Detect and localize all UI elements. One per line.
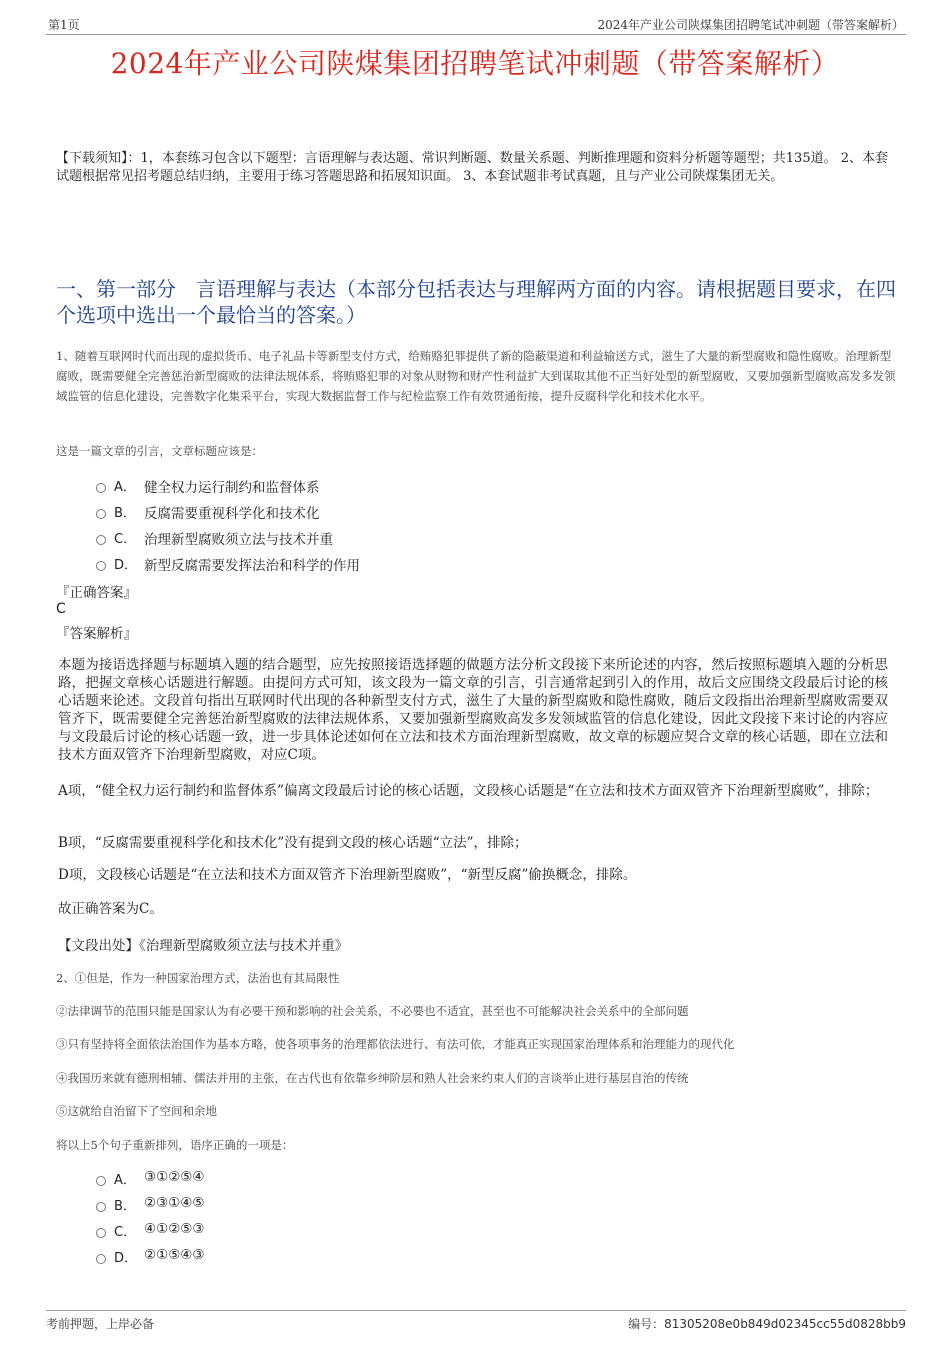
page-header xyxy=(46,14,906,35)
question-2-prompt: 将以上5个句子重新排列，语序正确的一项是： xyxy=(56,1138,294,1152)
radio-icon[interactable] xyxy=(96,483,106,493)
radio-icon[interactable] xyxy=(96,1176,106,1186)
analysis-option-b xyxy=(58,834,888,852)
analysis-d: D项，文段核心话题是“在立法和技术方面双管齐下治理新型腐败”，“新型反腐”偷换概念，排除。 xyxy=(58,867,637,883)
section-heading: 一、第一部分 言语理解与表达（本部分包括表达与理解两方面的内容。请根据题目要求，在四个选项中选出一个最恰当的答案。） xyxy=(56,277,896,327)
option-text: 新型反腐需要发挥法治和科学的作用 xyxy=(144,558,360,574)
option-letter: C． xyxy=(114,532,137,547)
analysis-conclusion xyxy=(58,900,888,918)
footer-code-value: 81305208e0b849d02345cc55d0828bb9 xyxy=(664,1317,906,1331)
answer-value: C xyxy=(56,601,66,617)
option-d[interactable] xyxy=(96,553,696,579)
source-citation: 【文段出处】《治理新型腐败须立法与技术并重》 xyxy=(58,938,349,954)
option-c[interactable] xyxy=(96,527,696,553)
answer-label: 『正确答案』 xyxy=(56,585,137,601)
question-1-text: 1、随着互联网时代而出现的虚拟货币、电子礼品卡等新型支付方式，给贿赂犯罪提供了新的隐蔽渠道和利益输送方式，滋生了大量的新型腐败和隐性腐败。治理新型腐败，既需要健全完善惩治新型腐败的法律法规体系，将贿赂犯罪的对象从财物和财产性利益扩大到谋取其他不正当好处型的新型腐败，又要加强新型腐败高发多发领域监管的信息化建设，完善数字化集采平台，实现大数据监督工作与纪检监察工作有效贯通衔接，提升反腐科学化和技术化水平。 xyxy=(56,349,896,403)
question-2-sentence-1: 2、①但是，作为一种国家治理方式，法治也有其局限性 xyxy=(56,971,340,985)
option-b[interactable] xyxy=(96,501,696,527)
question-1-options xyxy=(96,475,696,579)
radio-icon[interactable] xyxy=(96,1254,106,1264)
option-text: ③①②⑤④ xyxy=(144,1169,205,1185)
question-2-sentence-3: ③只有坚持将全面依法治国作为基本方略，使各项事务的治理都依法进行、有法可依，才能真正实现国家治理体系和治理能力的现代化 xyxy=(56,1037,735,1051)
question-2-options xyxy=(96,1168,696,1272)
option-c[interactable] xyxy=(96,1220,696,1246)
analysis-main: 本题为接语选择题与标题填入题的结合题型，应先按照接语选择题的做题方法分析文段接下来所论述的内容，然后按照标题填入题的分析思路，把握文章核心话题进行解题。由提问方式可知，该文段为一篇文章的引言，引言通常起到引入的作用，故后文应围绕文段最后讨论的核心话题来论述。文段首句指出互联网时代出现的各种新型支付方式，滋生了大量的新型腐败和隐性腐败，随后文段指出治理新型腐败需要双管齐下，既需要健全完善惩治新型腐败的法律法规体系，又要加强新型腐败高发多发领域监管的信息化建设，因此文段接下来讨论的内容应与文段最后讨论的核心话题一致，进一步具体论述如何在立法和技术方面治理新型腐败，故文章的标题应契合文章的核心话题，即在立法和技术方面双管齐下治理新型腐败，对应C项。 xyxy=(58,657,888,763)
option-letter: D． xyxy=(114,1251,138,1266)
analysis-paragraph xyxy=(58,656,888,764)
question-2-sentence-4: ④我国历来就有德刑相辅、儒法并用的主张，在古代也有依靠乡绅阶层和熟人社会来约束人们的言谈举止进行基层自治的传统 xyxy=(56,1071,689,1085)
analysis-option-a xyxy=(58,782,888,800)
footer-code-label: 编号： xyxy=(628,1317,665,1331)
analysis-b: B项，“反腐需要重视科学化和技术化”没有提到文段的核心话题“立法”，排除； xyxy=(58,835,528,851)
analysis-final: 故正确答案为C。 xyxy=(58,901,163,917)
option-text: 治理新型腐败须立法与技术并重 xyxy=(144,532,333,548)
option-letter: A． xyxy=(114,480,136,495)
footer-code xyxy=(628,1315,906,1332)
header-title: 2024年产业公司陕煤集团招聘笔试冲刺题（带答案解析） xyxy=(597,18,904,32)
option-a[interactable] xyxy=(96,1168,696,1194)
analysis-label: 『答案解析』 xyxy=(56,626,137,642)
option-text: 健全权力运行制约和监督体系 xyxy=(144,480,320,496)
option-text: 反腐需要重视科学化和技术化 xyxy=(144,506,320,522)
question-2-sentence-2: ②法律调节的范围只能是国家认为有必要干预和影响的社会关系，不必要也不适宜，甚至也不可能解决社会关系中的全部问题 xyxy=(56,1004,689,1018)
download-notice: 【下载须知】：1，本套练习包含以下题型：言语理解与表达题、常识判断题、数量关系题、判断推理题和资料分析题等题型；共135道。 2、本套试题根据常见招考题总结归纳，主要用于练习答题思路和拓展知识面。 3、本套试题非考试真题，且与产业公司陕煤集团无关。 xyxy=(56,151,888,184)
page-number: 第1页 xyxy=(48,18,80,32)
radio-icon[interactable] xyxy=(96,535,106,545)
document-title: 2024年产业公司陕煤集团招聘笔试冲刺题（带答案解析） xyxy=(110,47,840,80)
option-d[interactable] xyxy=(96,1246,696,1272)
option-b[interactable] xyxy=(96,1194,696,1220)
option-letter: B． xyxy=(114,1199,136,1214)
question-1-prompt: 这是一篇文章的引言，文章标题应该是： xyxy=(56,444,263,458)
radio-icon[interactable] xyxy=(96,561,106,571)
option-text: ②①⑤④③ xyxy=(144,1247,205,1263)
question-2-sentence-5: ⑤这就给自治留下了空间和余地 xyxy=(56,1104,217,1118)
option-text: ④①②⑤③ xyxy=(144,1221,205,1237)
analysis-a: A项，“健全权力运行制约和监督体系”偏离文段最后讨论的核心话题，文段核心话题是“在立法和技术方面双管齐下治理新型腐败”，排除； xyxy=(58,783,879,799)
analysis-option-d xyxy=(58,866,888,884)
footer-slogan: 考前押题，上岸必备 xyxy=(46,1317,155,1331)
option-text: ②③①④⑤ xyxy=(144,1195,205,1211)
option-letter: C． xyxy=(114,1225,137,1240)
option-letter: B． xyxy=(114,506,136,521)
option-letter: D． xyxy=(114,558,138,573)
page-footer xyxy=(46,1310,906,1335)
option-letter: A． xyxy=(114,1173,136,1188)
radio-icon[interactable] xyxy=(96,509,106,519)
radio-icon[interactable] xyxy=(96,1202,106,1212)
option-a[interactable] xyxy=(96,475,696,501)
radio-icon[interactable] xyxy=(96,1228,106,1238)
